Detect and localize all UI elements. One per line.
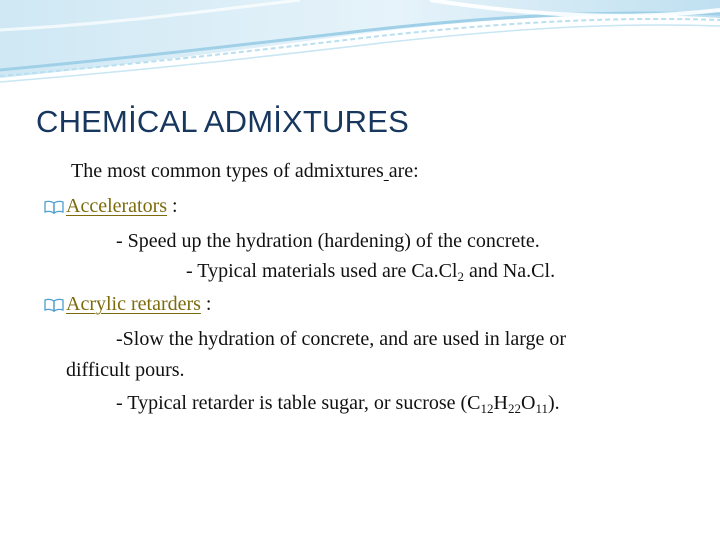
intro-tail: are: bbox=[388, 160, 419, 182]
bullet-accelerators bbox=[66, 196, 178, 216]
retarders-desc-line2: difficult pours. bbox=[66, 359, 185, 381]
materials-prefix: - Typical materials used are Ca.Cl bbox=[186, 260, 458, 282]
open-book-icon bbox=[44, 199, 64, 215]
accelerators-desc: - Speed up the hydration (hardening) of the concrete. bbox=[116, 230, 540, 252]
term-acrylic-retarders: Acrylic retarders bbox=[66, 293, 201, 315]
slide-title: CHEMİCAL ADMİXTURES bbox=[36, 104, 409, 139]
bullet-acrylic-retarders bbox=[66, 294, 211, 314]
term-accelerators: Accelerators bbox=[66, 195, 168, 217]
sucrose-h: H bbox=[493, 392, 508, 414]
materials-subscript: 2 bbox=[457, 269, 464, 284]
sucrose-sub-c: 12 bbox=[480, 401, 494, 416]
sucrose-o: O bbox=[520, 392, 536, 414]
sucrose-sub-o: 11 bbox=[535, 401, 548, 416]
intro-text: The most common types of admixtures bbox=[71, 160, 384, 182]
term-accelerators-suffix: : bbox=[167, 195, 178, 217]
term-acrylic-retarders-suffix: : bbox=[200, 293, 212, 315]
accelerators-materials bbox=[186, 260, 556, 284]
intro-line bbox=[71, 161, 419, 181]
open-book-icon bbox=[44, 297, 64, 313]
materials-suffix: and Na.Cl. bbox=[463, 260, 556, 282]
sucrose-suffix: ). bbox=[547, 392, 560, 414]
sucrose-prefix: - Typical retarder is table sugar, or sucrose (C bbox=[116, 392, 481, 414]
sucrose-sub-h: 22 bbox=[507, 401, 521, 416]
retarders-materials bbox=[116, 392, 560, 416]
top-wave-decoration bbox=[0, 0, 720, 90]
retarders-desc-line1: -Slow the hydration of concrete, and are used in large or bbox=[116, 328, 567, 350]
